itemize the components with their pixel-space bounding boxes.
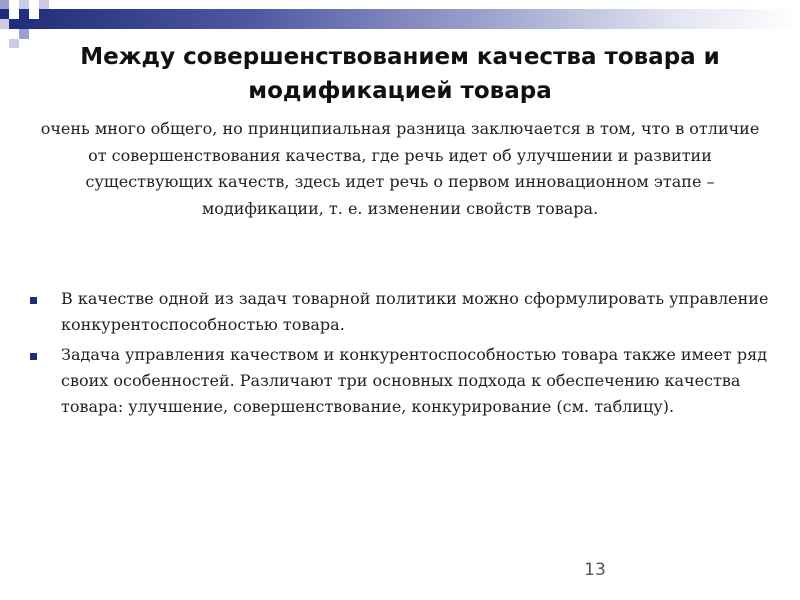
decor-square	[9, 9, 19, 19]
square-bullet-icon	[30, 353, 37, 360]
bullet-item	[26, 286, 786, 338]
decor-square	[0, 0, 9, 9]
bullet-text: В качестве одной из задач товарной политики можно сформулировать управление конкурентоспособностью товара.	[61, 289, 769, 334]
bullet-text: Задача управления качеством и конкурентоспособностью товара также имеет ряд своих особенностей. Различают три основных подхода к обеспечению качества товара: улучшение, совершенствование, конкурирование (см. таблицу).	[61, 345, 768, 416]
header-gradient-band	[0, 9, 800, 29]
intro-paragraph: очень много общего, но принципиальная разница заключается в том, что в отличие от совершенствования качества, где речь идет об улучшении и развитии существующих качеств, здесь идет речь о первом инновационном этапе – модификации, т. е. изменении свойств товара.	[40, 119, 760, 218]
decor-square	[19, 0, 29, 9]
square-bullet-icon	[30, 297, 37, 304]
slide-title: Между совершенствованием качества товара и модификацией товара	[80, 44, 720, 104]
decor-square	[9, 39, 19, 48]
decor-square	[29, 9, 39, 19]
bullet-item	[26, 342, 786, 420]
page-number: 13	[584, 560, 606, 580]
decor-square	[19, 29, 29, 39]
decor-square	[39, 0, 49, 9]
decor-square	[0, 19, 9, 29]
bullet-list	[26, 286, 786, 424]
